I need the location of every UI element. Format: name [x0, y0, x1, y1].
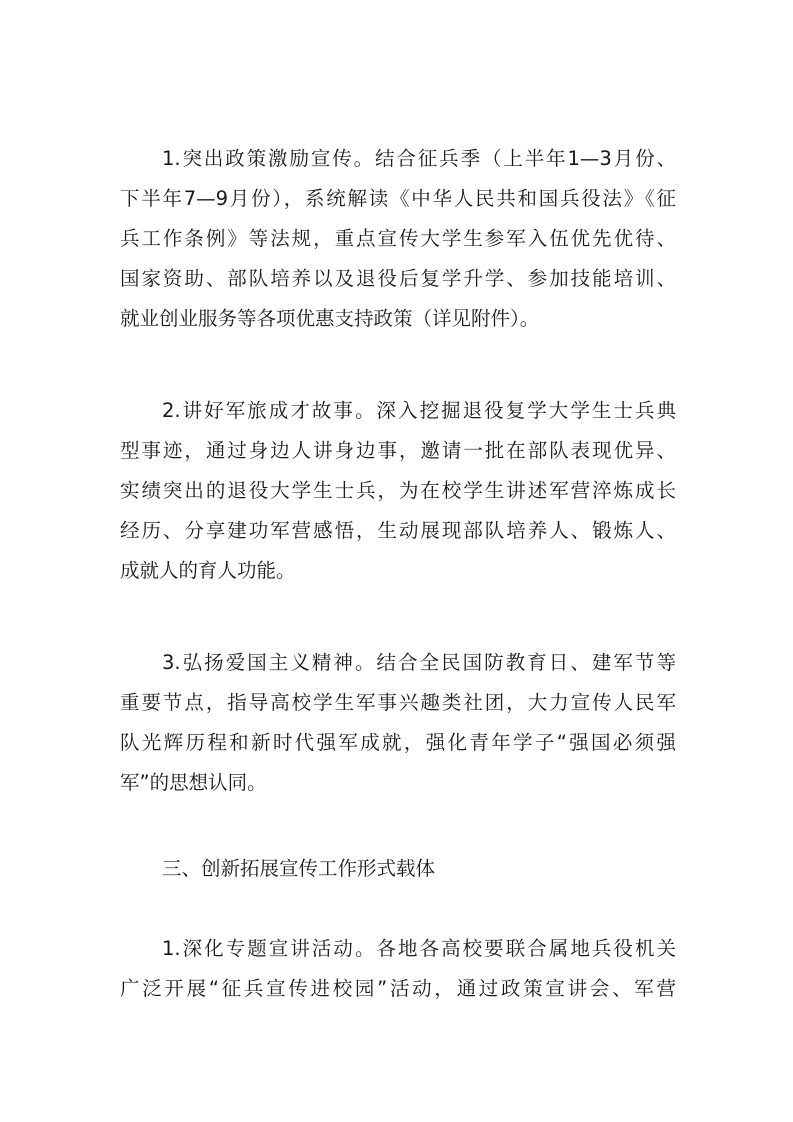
paragraph-line: 成就人的育人功能。 — [120, 559, 296, 582]
paragraph-line: 2.讲好军旅成才故事。深入挖掘退役复学大学生士兵典 — [162, 399, 676, 422]
paragraph-line: 型事迹，通过身边人讲身边事，邀请一批在部队表现优异、 — [120, 439, 676, 462]
paragraph-line: 重要节点，指导高校学生军事兴趣类社团，大力宣传人民军 — [120, 691, 676, 714]
paragraph-line: 1.深化专题宣讲活动。各地各高校要联合属地兵役机关 — [162, 937, 676, 960]
paragraph-line: 1.突出政策激励宣传。结合征兵季（上半年1—3月份、 — [162, 147, 676, 170]
paragraph-line: 队光辉历程和新时代强军成就，强化青年学子“强国必须强 — [120, 731, 676, 754]
paragraph-line: 实绩突出的退役大学生士兵，为在校学生讲述军营淬炼成长 — [120, 479, 676, 502]
paragraph-line: 经历、分享建功军营感悟，生动展现部队培养人、锻炼人、 — [120, 519, 676, 542]
paragraph-line: 国家资助、部队培养以及退役后复学升学、参加技能培训、 — [120, 267, 676, 290]
paragraph-line: 军”的思想认同。 — [120, 771, 267, 794]
paragraph-line: 就业创业服务等各项优惠支持政策（详见附件）。 — [120, 307, 540, 330]
section-heading-text: 三、创新拓展宣传工作形式载体 — [162, 857, 436, 880]
paragraph-line: 下半年7—9月份），系统解读《中华人民共和国兵役法》《征 — [120, 187, 676, 210]
paragraph-line: 3.弘扬爱国主义精神。结合全民国防教育日、建军节等 — [162, 651, 676, 674]
paragraph-line: 广泛开展“征兵宣传进校园”活动，通过政策宣讲会、军营 — [120, 977, 676, 1000]
paragraph-line: 兵工作条例》等法规，重点宣传大学生参军入伍优先优待、 — [120, 227, 676, 250]
